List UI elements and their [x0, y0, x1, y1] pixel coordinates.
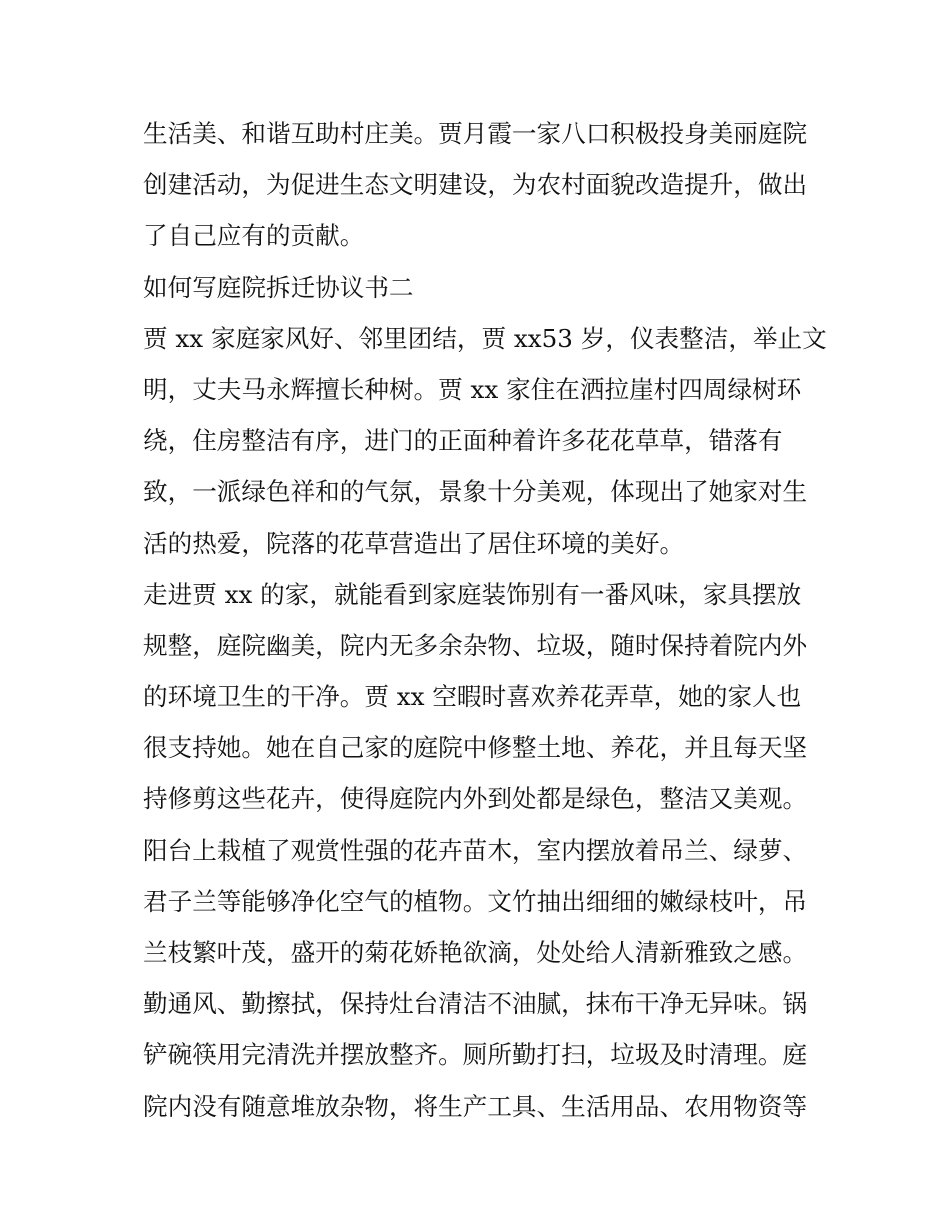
text-line: 致，一派绿色祥和的气氛，景象十分美观，体现出了她家对生 [143, 477, 808, 507]
text-line: 勤通风、勤擦拭，保持灶台清洁不油腻，抹布干净无异味。锅 [143, 989, 808, 1019]
text-line: 持修剪这些花卉，使得庭院内外到处都是绿色，整洁又美观。 [143, 784, 808, 814]
text-line: 生活美、和谐互助村庄美。贾月霞一家八口积极投身美丽庭院 [143, 119, 808, 148]
text-line: 绕，住房整洁有序，进门的正面种着许多花花草草，错落有 [143, 426, 783, 456]
text-line: 了自己应有的贡献。 [143, 221, 365, 251]
text-line: 活的热爱，院落的花草营造出了居住环境的美好。 [143, 528, 685, 558]
text-line: 贾 xx 家庭家风好、邻里团结，贾 xx53 岁，仪表整洁，举止文 [143, 323, 827, 353]
text-line: 走进贾 xx 的家，就能看到家庭装饰别有一番风味，家具摆放 [143, 579, 802, 609]
text-line: 阳台上栽植了观赏性强的花卉苗木，室内摆放着吊兰、绿萝、 [143, 835, 808, 865]
document-body [143, 108, 827, 1132]
text-line: 很支持她。她在自己家的庭院中修整土地、养花，并且每天坚 [143, 733, 808, 763]
text-line: 规整，庭院幽美，院内无多余杂物、垃圾，随时保持着院内外 [143, 630, 808, 660]
text-line: 君子兰等能够净化空气的植物。文竹抽出细细的嫩绿枝叶，吊 [143, 886, 808, 916]
text-line: 的环境卫生的干净。贾 xx 空暇时喜欢养花弄草，她的家人也 [143, 682, 802, 712]
text-line: 院内没有随意堆放杂物，将生产工具、生活用品、农用物资等 [143, 1091, 808, 1121]
text-line: 创建活动，为促进生态文明建设，为农村面貌改造提升，做出 [143, 170, 808, 200]
text-line: 明，丈夫马永辉擅长种树。贾 xx 家住在洒拉崖村四周绿树环 [143, 374, 802, 404]
section-heading: 如何写庭院拆迁协议书二 [143, 272, 414, 302]
text-line: 铲碗筷用完清洗并摆放整齐。厕所勤打扫，垃圾及时清理。庭 [143, 1040, 808, 1070]
text-line: 兰枝繁叶茂，盛开的菊花娇艳欲滴，处处给人清新雅致之感。 [143, 938, 808, 967]
